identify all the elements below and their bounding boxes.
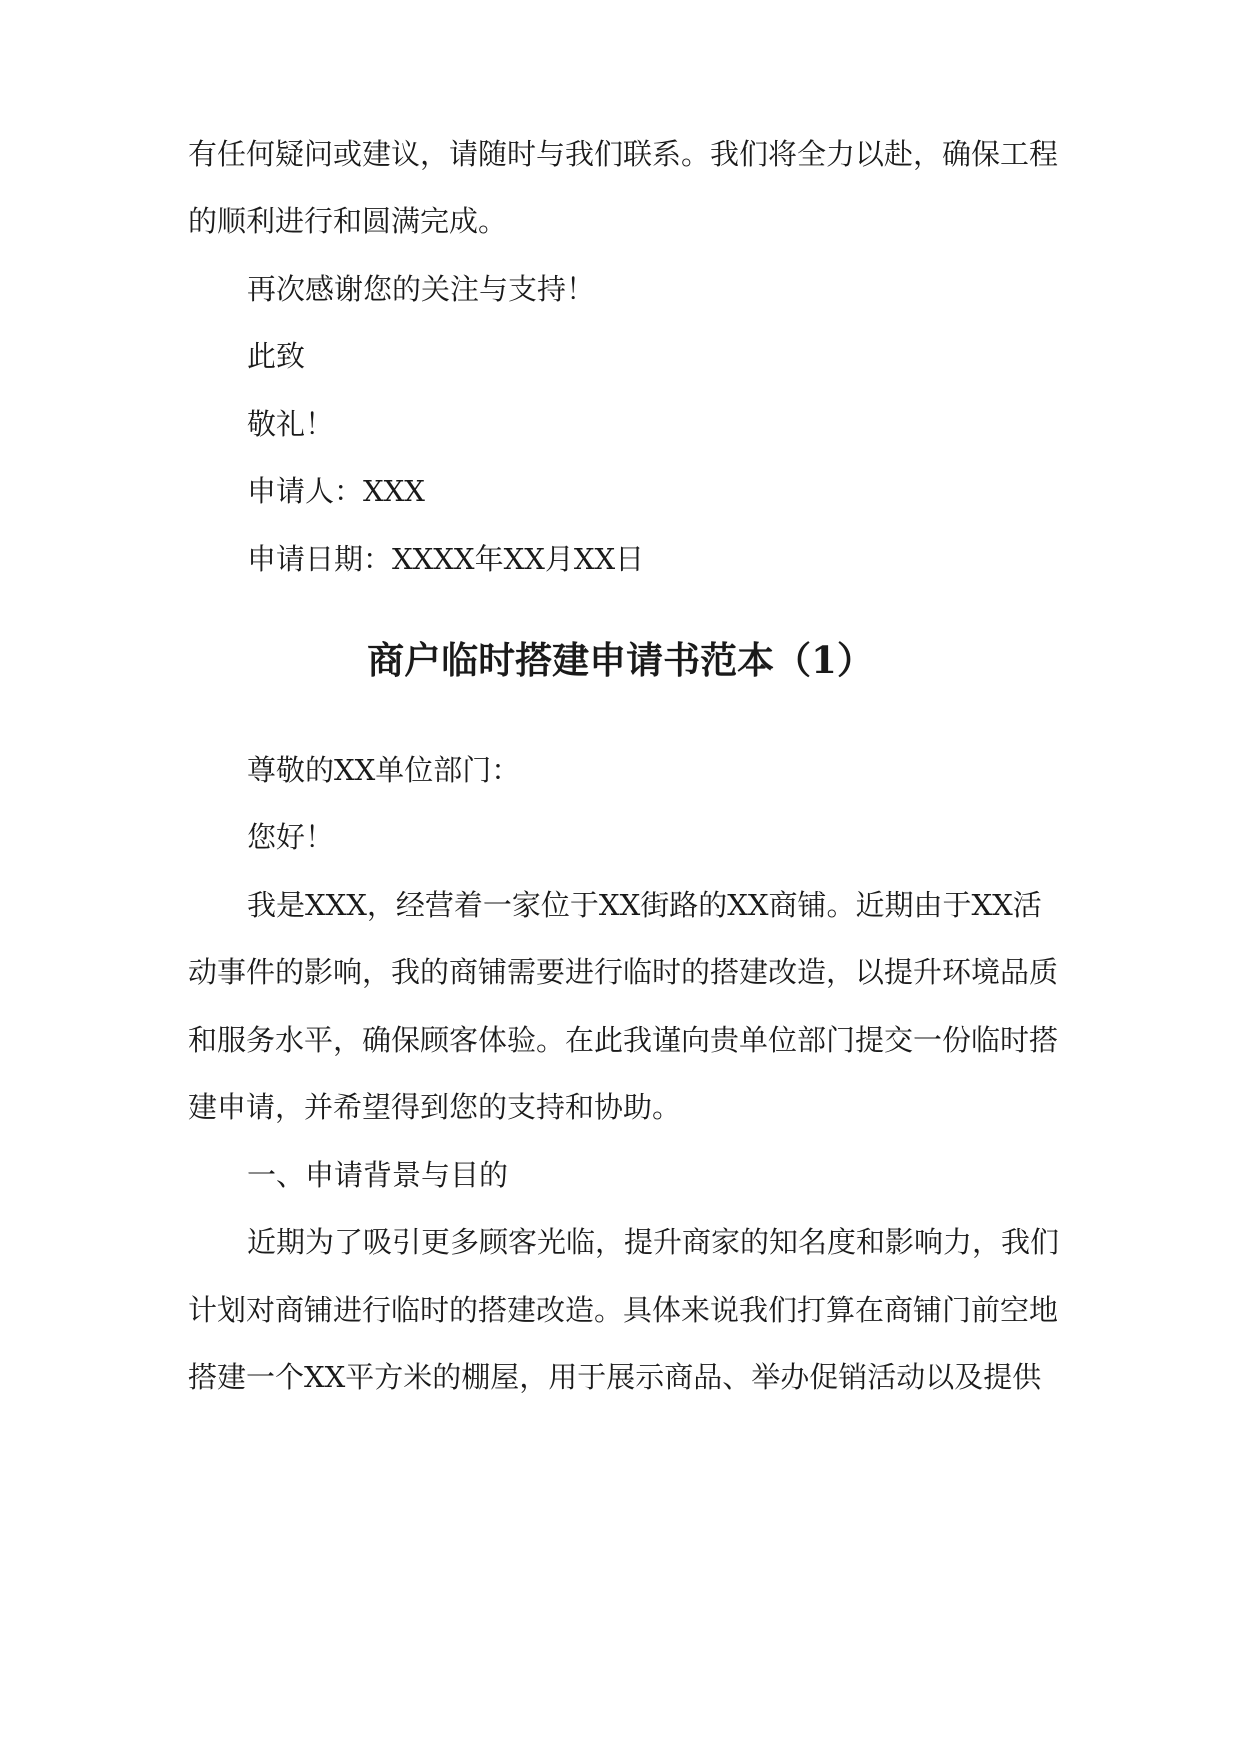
- paragraph-line: 动事件的影响，我的商铺需要进行临时的搭建改造，以提升环境品质: [188, 955, 1059, 989]
- paragraph-line: 的顺利进行和圆满完成。: [188, 204, 508, 238]
- closing-line: 敬礼！: [247, 407, 335, 441]
- paragraph-line: 近期为了吸引更多顾客光临，提升商家的知名度和影响力，我们: [247, 1225, 1060, 1259]
- paragraph-line: 我是XXX，经营着一家位于XX街路的XX商铺。近期由于XX活: [247, 888, 1042, 922]
- closing-line: 此致: [247, 339, 306, 373]
- paragraph-line: 和服务水平，确保顾客体验。在此我谨向贵单位部门提交一份临时搭: [188, 1023, 1059, 1057]
- salutation-line: 尊敬的XX单位部门：: [247, 753, 521, 787]
- applicant-line: 申请人：XXX: [247, 474, 425, 508]
- heading-line: 一、申请背景与目的: [247, 1158, 509, 1192]
- section-title: 商户临时搭建申请书范本（1）: [367, 638, 874, 682]
- paragraph-line: 有任何疑问或建议，请随时与我们联系。我们将全力以赴，确保工程: [188, 137, 1059, 171]
- paragraph-line: 建申请，并希望得到您的支持和协助。: [188, 1090, 682, 1124]
- paragraph-line: 搭建一个XX平方米的棚屋，用于展示商品、举办促销活动以及提供: [188, 1360, 1042, 1394]
- date-line: 申请日期：XXXX年XX月XX日: [247, 542, 645, 576]
- thanks-line: 再次感谢您的关注与支持！: [247, 272, 596, 306]
- greeting-line: 您好！: [247, 820, 335, 854]
- paragraph-line: 计划对商铺进行临时的搭建改造。具体来说我们打算在商铺门前空地: [188, 1293, 1059, 1327]
